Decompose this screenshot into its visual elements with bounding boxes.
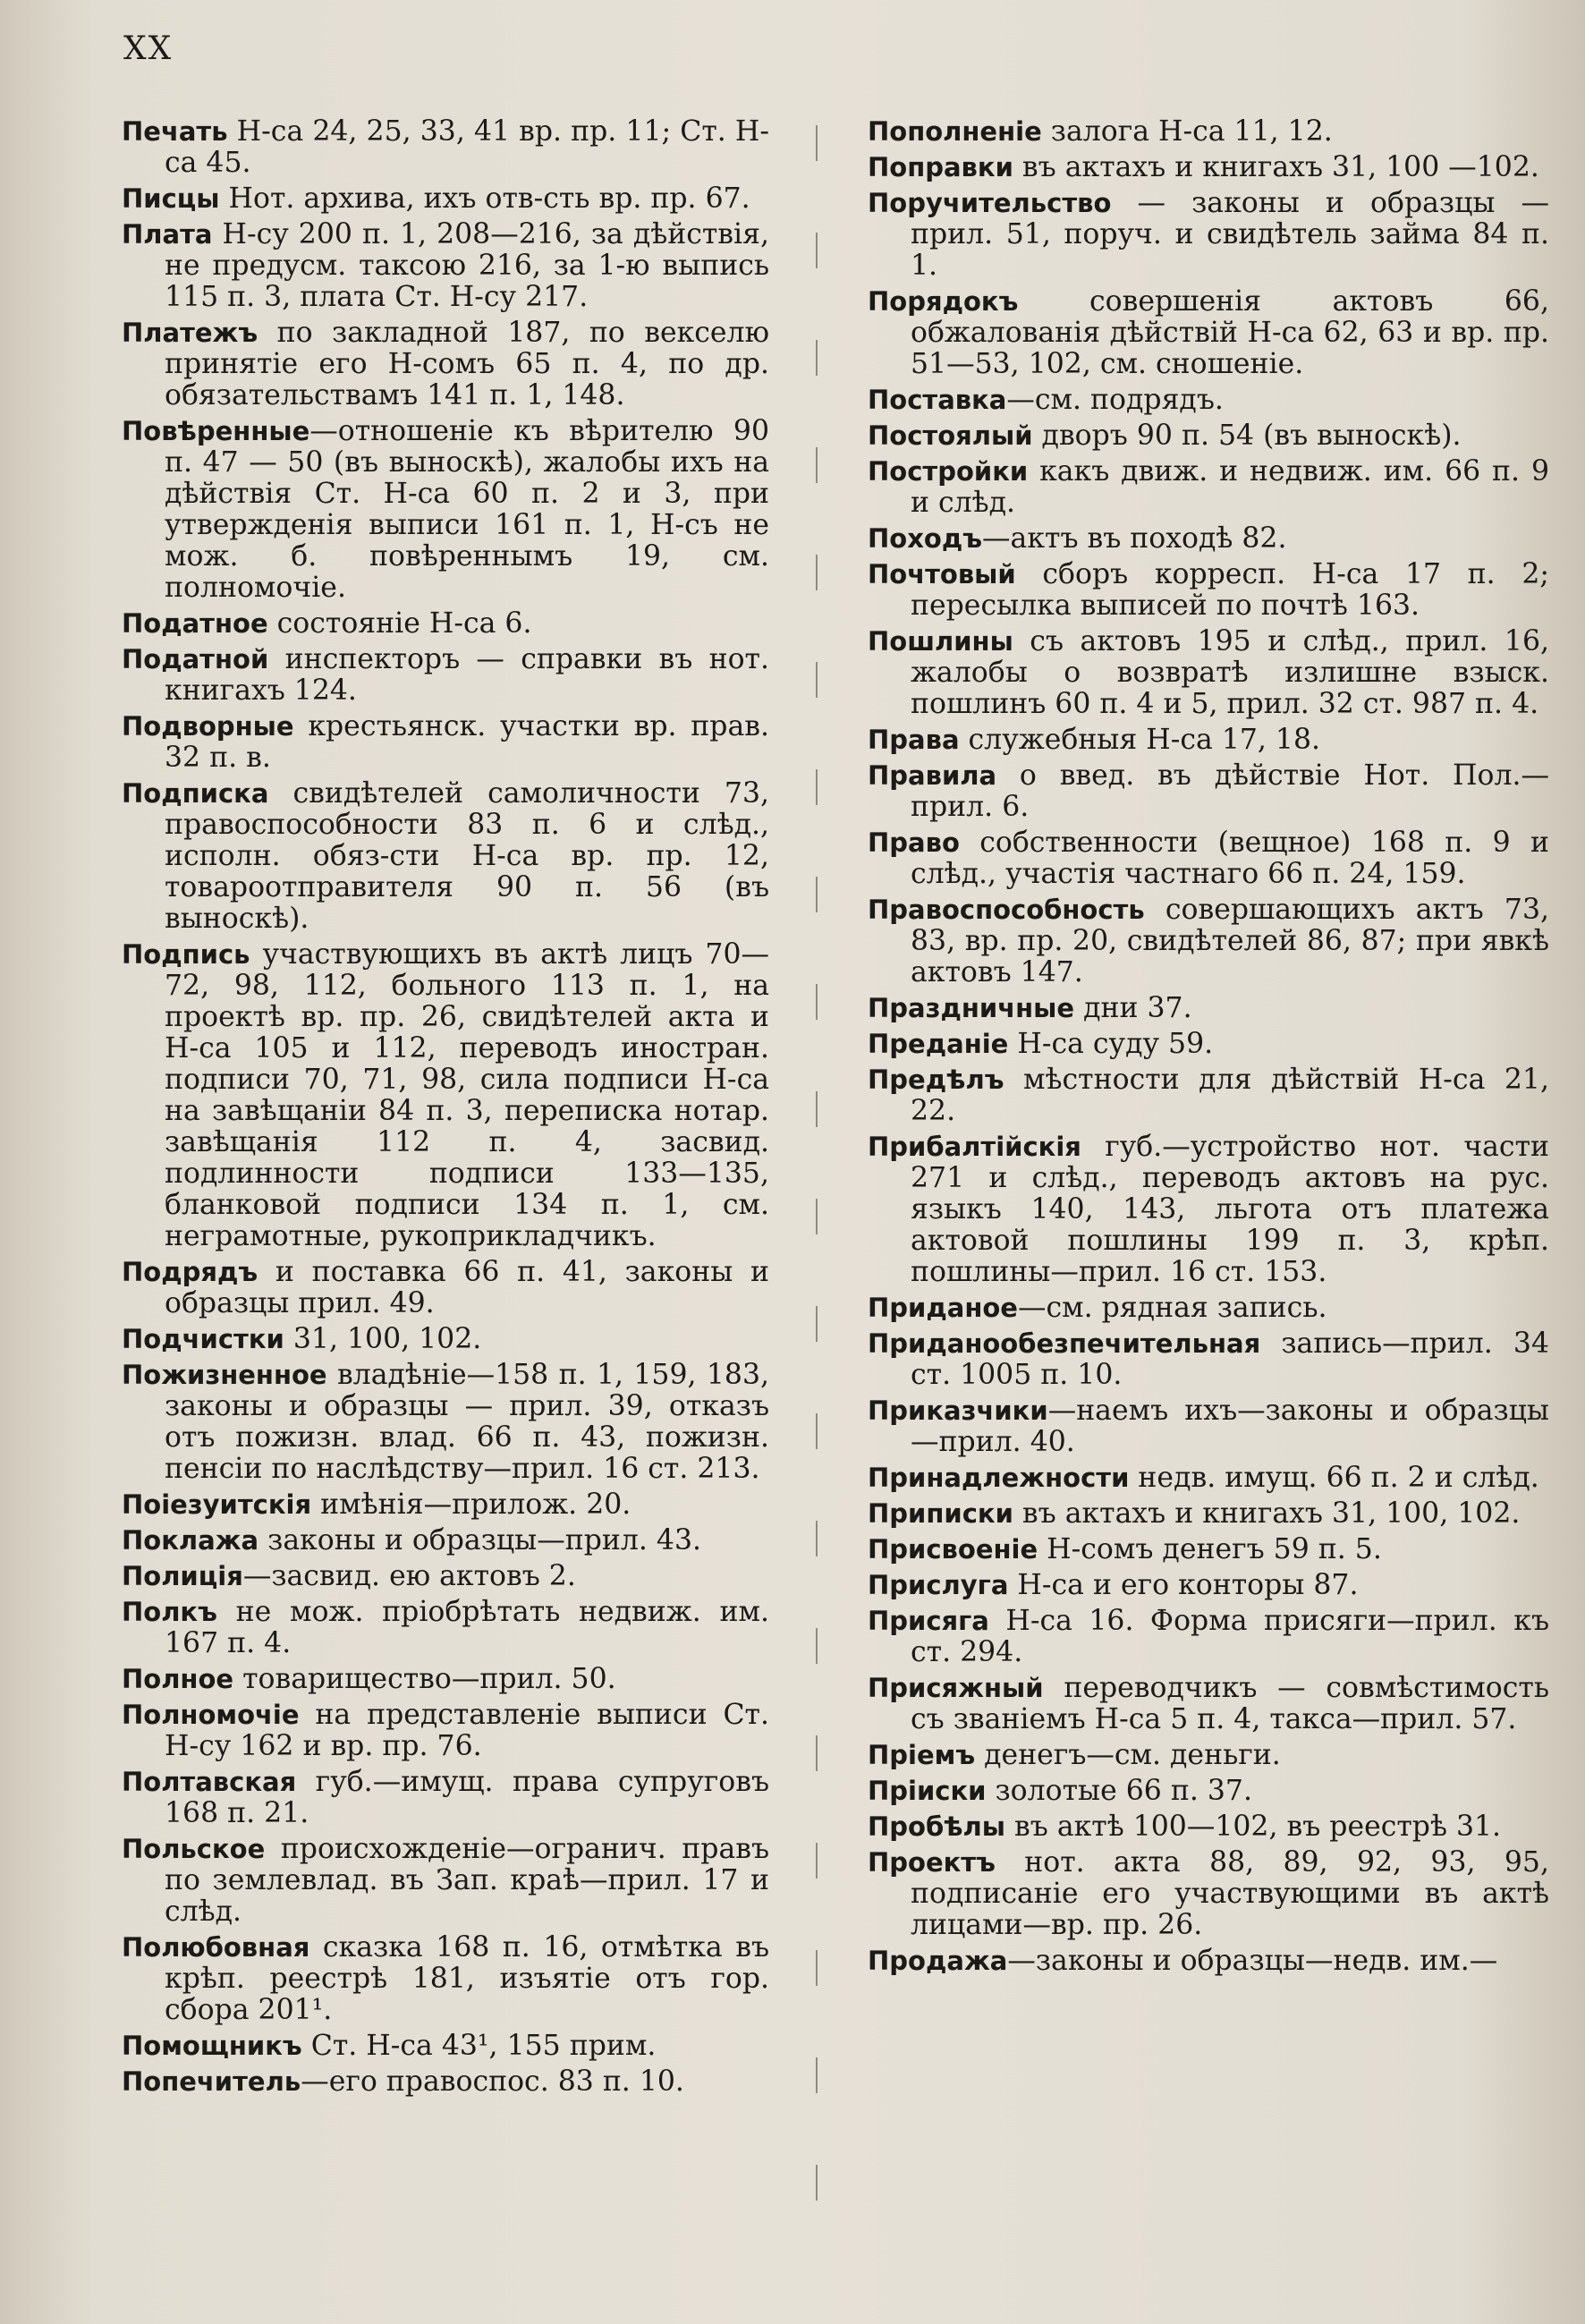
index-entry bbox=[868, 1395, 1549, 1458]
index-entry bbox=[868, 1132, 1549, 1288]
index-entry bbox=[868, 188, 1549, 282]
entry-heading: Преданіе bbox=[868, 1029, 1009, 1059]
entry-text: совершающихъ актъ 73, 83, вр. пр. 20, свидѣтелей 86, 87; при явкѣ актовъ 147. bbox=[911, 894, 1549, 988]
entry-text: —наемъ ихъ—законы и образцы—прил. 40. bbox=[911, 1395, 1549, 1458]
index-entry bbox=[122, 2066, 769, 2098]
entry-text: денегъ—см. деньги. bbox=[975, 1739, 1281, 1771]
entry-text: какъ движ. и недвиж. им. 66 п. 9 и слѣд. bbox=[911, 455, 1549, 519]
entry-text: участвующихъ въ актѣ лицъ 70—72, 98, 112, больного 113 п. 1, на проектѣ вр. пр. 26, свидѣтелей акта и Н-са 105 и 112, переводъ иностран. подписи 70, 71, 98, сила подписи Н-са на завѣщаніи 84 п. 3, переписка нотар. завѣщанія 112 п. 4, засвид. подлинности подписи 133—135, бланковой подписи 134 п. 1, см. неграмотные, рукоприкладчикъ. bbox=[165, 938, 769, 1252]
entry-text: губ.—имущ. права супруговъ 168 п. 21. bbox=[165, 1766, 769, 1829]
index-entry bbox=[868, 1328, 1549, 1391]
entry-heading: Подчистки bbox=[122, 1324, 284, 1354]
index-entry bbox=[122, 1664, 769, 1695]
index-entry bbox=[122, 416, 769, 604]
entry-text: запись—прил. 34 ст. 1005 п. 10. bbox=[911, 1327, 1549, 1391]
entry-heading: Полномочіе bbox=[122, 1700, 300, 1730]
entry-heading: Предѣлъ bbox=[868, 1064, 1004, 1095]
column-divider bbox=[816, 125, 818, 2272]
index-entry bbox=[868, 725, 1549, 756]
index-entry bbox=[122, 1360, 769, 1485]
index-entry bbox=[122, 183, 769, 215]
entry-text: недв. имущ. 66 п. 2 и слѣд. bbox=[1129, 1462, 1539, 1494]
index-entry bbox=[868, 1498, 1549, 1530]
entry-heading: Правоспособность bbox=[868, 895, 1145, 925]
index-entry bbox=[868, 1847, 1549, 1941]
page-number: XX bbox=[123, 30, 174, 67]
index-entry bbox=[868, 1534, 1549, 1565]
index-entry bbox=[122, 1525, 769, 1556]
entry-heading: Поіезуитскія bbox=[122, 1489, 312, 1520]
index-entry bbox=[122, 1257, 769, 1319]
entry-text: крестьянск. участки вр. прав. 32 п. в. bbox=[165, 710, 769, 774]
entry-heading: Пріиски bbox=[868, 1776, 987, 1806]
index-entry bbox=[122, 318, 769, 411]
entry-heading: Полтавская bbox=[122, 1767, 297, 1797]
entry-heading: Поставка bbox=[868, 385, 1007, 415]
entry-text: 31, 100, 102. bbox=[284, 1323, 482, 1355]
entry-text: Н-су 200 п. 1, 208—216, за дѣйствія, не предусм. таксою 216, за 1-ю выпись 115 п. 3, плата Ст. Н-су 217. bbox=[165, 218, 769, 313]
entry-text: съ актовъ 195 и слѣд., прил. 16, жалобы о возвратѣ излишне взыск. пошлинъ 60 п. 4 и 5, прил. 32 ст. 987 п. 4. bbox=[911, 625, 1549, 720]
entry-text: дворъ 90 п. 54 (въ выноскѣ). bbox=[1032, 420, 1462, 452]
index-entry bbox=[868, 559, 1549, 622]
entry-heading: Приданое bbox=[868, 1293, 1018, 1323]
entry-heading: Прибалтійскія bbox=[868, 1132, 1081, 1162]
entry-text: Нот. архива, ихъ отв-сть вр. пр. 67. bbox=[219, 182, 750, 215]
index-entry bbox=[122, 608, 769, 640]
entry-text: Н-са 16. Форма присяги—прил. къ ст. 294. bbox=[911, 1605, 1549, 1668]
index-entry bbox=[122, 1324, 769, 1355]
entry-text: имѣнія—прилож. 20. bbox=[311, 1489, 631, 1521]
entry-heading: Присяга bbox=[868, 1606, 989, 1636]
index-entry bbox=[122, 711, 769, 774]
entry-heading: Подписка bbox=[122, 778, 269, 809]
index-column-left bbox=[122, 116, 769, 2299]
entry-text: происхожденіе—огранич. правъ по землевлад. въ Зап. краѣ—прил. 17 и слѣд. bbox=[165, 1833, 769, 1928]
entry-heading: Подрядъ bbox=[122, 1257, 259, 1287]
entry-text: и поставка 66 п. 41, законы и образцы прил. 49. bbox=[165, 1256, 769, 1319]
index-entry bbox=[122, 778, 769, 935]
entry-heading: Поправки bbox=[868, 152, 1013, 182]
entry-heading: Постоялый bbox=[868, 420, 1033, 451]
entry-text: собственности (вещное) 168 п. 9 и слѣд., участія частнаго 66 п. 24, 159. bbox=[911, 827, 1549, 890]
entry-heading: Поклажа bbox=[122, 1525, 259, 1556]
entry-heading: Присвоеніе bbox=[868, 1534, 1038, 1565]
index-entry bbox=[868, 385, 1549, 416]
entry-text: совершенія актовъ 66, обжалованія дѣйствій Н-са 62, 63 и вр. пр. 51—53, 102, см. сношеніе. bbox=[911, 285, 1549, 380]
entry-text: Н-са 24, 25, 33, 41 вр. пр. 11; Ст. Н-са 45. bbox=[165, 116, 769, 179]
entry-text: золотые 66 п. 37. bbox=[986, 1775, 1252, 1807]
entry-text: по закладной 187, по векселю принятіе его Н-сомъ 65 п. 4, по др. обязательствамъ 141 п. 1, 148. bbox=[165, 317, 769, 411]
entry-heading: Приданообезпечительная bbox=[868, 1328, 1261, 1359]
entry-text: переводчикъ — совмѣстимость съ званіемъ Н-са 5 п. 4, такса—прил. 57. bbox=[911, 1672, 1549, 1735]
index-entry bbox=[868, 420, 1549, 452]
index-entry bbox=[868, 1606, 1549, 1668]
index-entry bbox=[868, 760, 1549, 823]
index-entry bbox=[868, 116, 1549, 148]
entry-heading: Полкъ bbox=[122, 1597, 217, 1627]
index-entry bbox=[122, 1561, 769, 1592]
entry-heading: Правила bbox=[868, 760, 997, 791]
index-entry bbox=[868, 1673, 1549, 1735]
entry-text: свидѣтелей самоличности 73, правоспособности 83 п. 6 и слѣд., исполн. обяз-сти Н-са вр. пр. 12, товароотправителя 90 п. 56 (въ выноскѣ). bbox=[165, 777, 769, 935]
index-entry bbox=[868, 1811, 1549, 1843]
entry-text: — законы и образцы — прил. 51, поруч. и свидѣтель займа 84 п. 1. bbox=[911, 187, 1549, 282]
entry-heading: Постройки bbox=[868, 456, 1029, 487]
index-entry bbox=[122, 116, 769, 179]
entry-heading: Прислуга bbox=[868, 1570, 1009, 1600]
index-entry bbox=[868, 1463, 1549, 1494]
entry-heading: Печать bbox=[122, 116, 228, 147]
entry-text: нот. акта 88, 89, 92, 93, 95, подписаніе его участвующими въ актѣ лицами—вр. пр. 26. bbox=[911, 1846, 1549, 1941]
index-column-right bbox=[868, 116, 1549, 2299]
entry-text: о введ. въ дѣйствіе Нот. Пол.— прил. 6. bbox=[911, 759, 1549, 823]
entry-heading: Проектъ bbox=[868, 1847, 996, 1878]
entry-heading: Платежъ bbox=[122, 318, 259, 348]
index-entry bbox=[122, 219, 769, 313]
index-entry bbox=[122, 1700, 769, 1762]
entry-heading: Пріемъ bbox=[868, 1740, 976, 1770]
entry-heading: Право bbox=[868, 827, 960, 858]
entry-heading: Польское bbox=[122, 1834, 266, 1864]
index-entry bbox=[122, 2031, 769, 2062]
entry-text: на представленіе выписи Ст. Н-су 162 и вр. пр. 76. bbox=[165, 1699, 769, 1762]
index-entry bbox=[122, 1489, 769, 1521]
entry-heading: Приписки bbox=[868, 1498, 1013, 1529]
index-entry bbox=[868, 827, 1549, 890]
entry-heading: Подпись bbox=[122, 939, 250, 970]
index-entry bbox=[868, 1776, 1549, 1807]
index-entry bbox=[868, 1029, 1549, 1060]
index-entry bbox=[868, 1570, 1549, 1601]
index-entry bbox=[868, 286, 1549, 380]
entry-text: въ актѣ 100—102, въ реестрѣ 31. bbox=[1005, 1811, 1502, 1843]
entry-heading: Пожизненное bbox=[122, 1360, 327, 1390]
entry-heading: Приказчики bbox=[868, 1395, 1048, 1426]
entry-heading: Плата bbox=[122, 219, 213, 250]
entry-text: —его правоспос. 83 п. 10. bbox=[301, 2065, 684, 2098]
index-entry bbox=[122, 1597, 769, 1659]
index-entry bbox=[868, 1064, 1549, 1127]
entry-text: въ актахъ и книгахъ 31, 100 —102. bbox=[1013, 151, 1539, 183]
entry-heading: Праздничные bbox=[868, 993, 1075, 1023]
entry-heading: Пробѣлы bbox=[868, 1811, 1006, 1842]
entry-heading: Поручительство bbox=[868, 188, 1112, 218]
entry-text: не мож. пріобрѣтать недвиж. им. 167 п. 4. bbox=[165, 1596, 769, 1659]
index-entry bbox=[122, 1834, 769, 1928]
entry-text: губ.—устройство нот. части 271 и слѣд., переводъ актовъ на рус. языкъ 140, 143, льгота отъ платежа актовой пошлины 199 п. 3, крѣп. пошлины—прил. 16 ст. 153. bbox=[911, 1131, 1549, 1288]
entry-heading: Податное bbox=[122, 608, 268, 639]
entry-text: —см. подрядъ. bbox=[1006, 384, 1224, 416]
entry-heading: Присяжный bbox=[868, 1673, 1044, 1703]
entry-heading: Принадлежности bbox=[868, 1463, 1130, 1493]
entry-text: сборъ корресп. Н-са 17 п. 2; пересылка выписей по почтѣ 163. bbox=[911, 558, 1549, 622]
entry-heading: Продажа bbox=[868, 1946, 1008, 1976]
entry-text: Н-са суду 59. bbox=[1008, 1028, 1214, 1060]
index-entry bbox=[868, 993, 1549, 1024]
index-entry bbox=[868, 456, 1549, 519]
entry-text: владѣніе—158 п. 1, 159, 183, законы и образцы — прил. 39, отказъ отъ пожизн. влад. 66 п. 43, пожизн. пенсіи по наслѣдству—прил. 16 ст. 213. bbox=[165, 1359, 769, 1485]
entry-text: состояніе Н-са 6. bbox=[267, 607, 532, 640]
entry-heading: Помощникъ bbox=[122, 2031, 302, 2061]
entry-text: —актъ въ походѣ 82. bbox=[982, 522, 1287, 555]
index-entry bbox=[122, 644, 769, 707]
index-entry bbox=[868, 1946, 1549, 1977]
index-entry bbox=[868, 1293, 1549, 1324]
index-entry bbox=[868, 523, 1549, 555]
entry-text: служебныя Н-са 17, 18. bbox=[959, 724, 1321, 756]
entry-heading: Повѣренные bbox=[122, 416, 310, 446]
entry-heading: Податной bbox=[122, 644, 269, 674]
entry-text: въ актахъ и книгахъ 31, 100, 102. bbox=[1013, 1497, 1521, 1530]
index-entry bbox=[868, 626, 1549, 720]
entry-text: законы и образцы—прил. 43. bbox=[259, 1524, 702, 1556]
entry-text: мѣстности для дѣйствій Н-са 21, 22. bbox=[911, 1064, 1549, 1127]
entry-heading: Порядокъ bbox=[868, 286, 1019, 317]
entry-heading: Пополненіе bbox=[868, 116, 1042, 147]
entry-text: —см. рядная запись. bbox=[1017, 1292, 1327, 1324]
entry-heading: Походъ bbox=[868, 523, 983, 554]
entry-text: —засвид. ею актовъ 2. bbox=[242, 1560, 576, 1592]
entry-text: —законы и образцы—недв. им.— bbox=[1007, 1945, 1498, 1977]
index-entry bbox=[122, 1932, 769, 2026]
entry-heading: Подворные bbox=[122, 711, 294, 742]
entry-heading: Полное bbox=[122, 1664, 234, 1694]
entry-heading: Права bbox=[868, 725, 960, 755]
entry-text: товарищество—прил. 50. bbox=[233, 1663, 616, 1695]
entry-text: дни 37. bbox=[1074, 992, 1192, 1024]
entry-text: залога Н-са 11, 12. bbox=[1041, 116, 1333, 148]
entry-heading: Писцы bbox=[122, 183, 220, 214]
index-entry bbox=[868, 895, 1549, 988]
entry-heading: Попечитель bbox=[122, 2066, 301, 2097]
entry-text: Ст. Н-са 43¹, 155 прим. bbox=[301, 2030, 657, 2062]
entry-text: инспекторъ — справки въ нот. книгахъ 124. bbox=[165, 643, 769, 707]
index-entry bbox=[868, 152, 1549, 183]
index-entry bbox=[122, 939, 769, 1252]
entry-heading: Полюбовная bbox=[122, 1932, 310, 1963]
entry-text: Н-сомъ денегъ 59 п. 5. bbox=[1038, 1533, 1382, 1565]
index-entry bbox=[122, 1767, 769, 1829]
entry-heading: Пошлины bbox=[868, 626, 1013, 657]
index-entry bbox=[868, 1740, 1549, 1771]
entry-text: сказка 168 п. 16, отмѣтка въ крѣп. реестрѣ 181, изъятіе отъ гор. сбора 201¹. bbox=[165, 1931, 769, 2026]
entry-text: Н-са и его конторы 87. bbox=[1008, 1569, 1359, 1601]
entry-text: —отношеніе къ вѣрителю 90 п. 47 — 50 (въ выноскѣ), жалобы ихъ на дѣйствія Ст. Н-са 60 п. 2 и 3, при утвержденія выписи 161 п. 1, Н-съ не мож. б. повѣреннымъ 19, см. полномочіе. bbox=[165, 415, 769, 604]
entry-heading: Почтовый bbox=[868, 559, 1016, 589]
entry-heading: Полиція bbox=[122, 1561, 243, 1591]
